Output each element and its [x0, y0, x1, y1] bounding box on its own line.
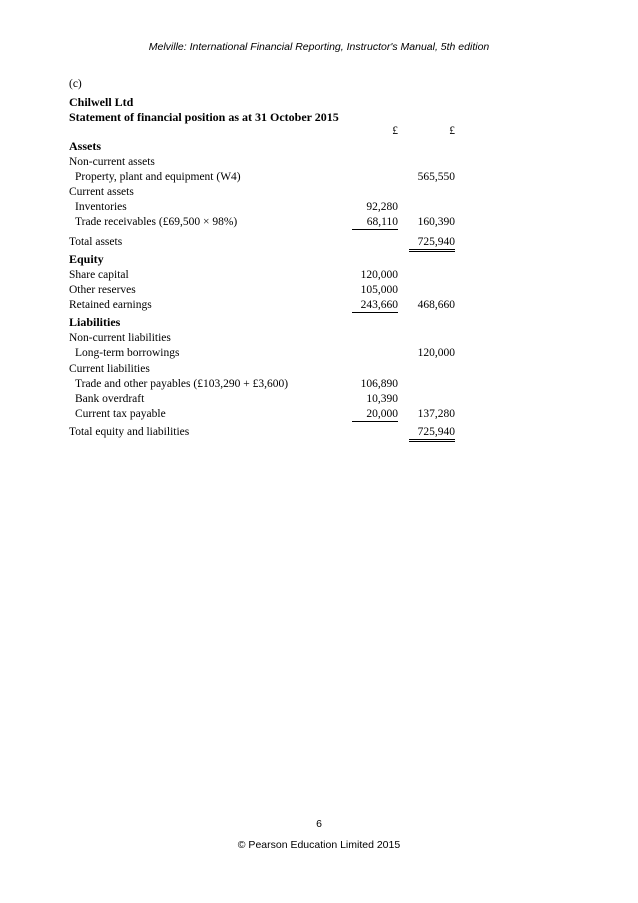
statement-row	[69, 139, 461, 154]
amount-col1: 92,280	[366, 201, 398, 213]
amount-col1: 20,000	[352, 407, 398, 422]
currency-col1: £	[392, 125, 398, 137]
page-number: 6	[316, 818, 322, 830]
row-label: Share capital	[69, 269, 129, 281]
row-label: Other reserves	[69, 284, 136, 296]
currency-col2: £	[449, 125, 455, 137]
row-label: Current tax payable	[75, 408, 166, 420]
statement-row	[69, 215, 461, 230]
statement-row	[69, 392, 461, 407]
row-label: Inventories	[75, 201, 127, 213]
amount-col2: 160,390	[417, 216, 455, 228]
section-heading: Equity	[69, 252, 104, 266]
copyright: © Pearson Education Limited 2015	[237, 839, 401, 851]
row-label: Retained earnings	[69, 299, 152, 311]
row-label: Trade receivables (£69,500 × 98%)	[75, 216, 238, 228]
statement-row	[69, 377, 461, 392]
row-label: Current liabilities	[69, 363, 150, 375]
statement-row	[69, 283, 461, 298]
amount-col1: 120,000	[360, 269, 398, 281]
row-label: Non-current assets	[69, 156, 155, 168]
statement-row	[69, 362, 461, 377]
company-name: Chilwell Ltd	[69, 95, 134, 109]
amount-col2: 725,940	[409, 425, 455, 442]
amount-col2: 468,660	[417, 299, 455, 311]
row-label: Bank overdraft	[75, 393, 145, 405]
statement-row	[69, 155, 461, 170]
row-label: Total equity and liabilities	[69, 426, 190, 438]
statement-row	[69, 331, 461, 346]
row-label: Current assets	[69, 186, 134, 198]
statement-row	[69, 425, 461, 440]
statement-title: Statement of financial position as at 31 October 2015	[69, 110, 339, 124]
amount-col2: 725,940	[409, 235, 455, 252]
statement-row	[69, 346, 461, 361]
part-label: (c)	[69, 78, 82, 90]
row-label: Property, plant and equipment (W4)	[75, 171, 241, 183]
row-label: Long-term borrowings	[75, 347, 180, 359]
amount-col1: 243,660	[352, 298, 398, 313]
amount-col2: 120,000	[417, 347, 455, 359]
statement-row	[69, 407, 461, 422]
amount-col2: 565,550	[417, 171, 455, 183]
row-label: Total assets	[69, 236, 123, 248]
statement-row	[69, 200, 461, 215]
amount-col2: 137,280	[417, 408, 455, 420]
currency-header-row	[69, 124, 461, 139]
page-header: Melville: International Financial Reporting, Instructor's Manual, 5th edition	[148, 41, 490, 53]
amount-col1: 10,390	[366, 393, 398, 405]
statement-row	[69, 252, 461, 267]
statement-row	[69, 185, 461, 200]
section-heading: Assets	[69, 139, 101, 153]
statement-row	[69, 170, 461, 185]
statement-row	[69, 315, 461, 330]
statement-row	[69, 268, 461, 283]
section-heading: Liabilities	[69, 315, 121, 329]
amount-col1: 106,890	[360, 378, 398, 390]
statement-row	[69, 235, 461, 250]
row-label: Non-current liabilities	[69, 332, 171, 344]
statement-row	[69, 298, 461, 313]
amount-col1: 105,000	[360, 284, 398, 296]
amount-col1: 68,110	[352, 215, 398, 230]
row-label: Trade and other payables (£103,290 + £3,600)	[75, 378, 289, 390]
